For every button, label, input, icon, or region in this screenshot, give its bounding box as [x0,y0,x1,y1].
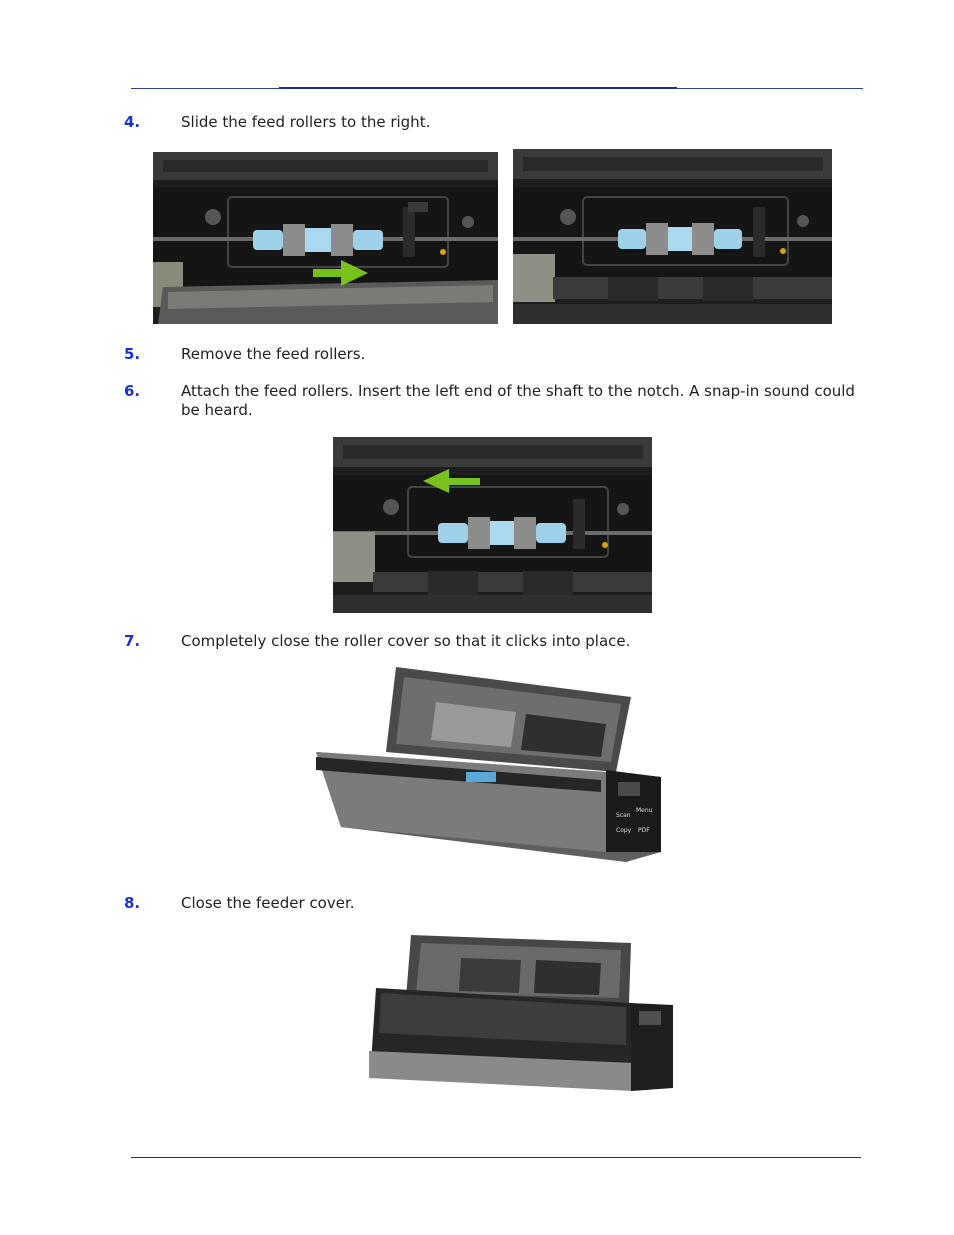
step-text-5: Remove the feed rollers. [181,345,366,363]
panel-button-copy: Copy [616,827,632,834]
step-text-8: Close the feeder cover. [181,894,355,912]
step-number-6: 6. [124,382,141,400]
step-text-6: Attach the feed rollers. Insert the left end of the shaft to the notch. A snap-in sound could be heard. [181,382,855,419]
footer-rule [131,1157,861,1158]
step-number-7: 7. [124,632,141,650]
panel-button-menu: Menu [636,807,653,814]
photo-attach-rollers [333,437,652,613]
photo-close-feeder-cover [361,933,676,1093]
photo-rollers-slide-right-before [153,152,498,324]
panel-button-scan: Scan [616,812,631,819]
header-rule-accent [279,87,677,89]
photo-rollers-slide-right-after [513,149,832,324]
header-rule-right [677,88,863,89]
panel-button-pdf: PDF [638,827,650,834]
step-number-4: 4. [124,113,141,131]
step-text-4: Slide the feed rollers to the right. [181,113,431,131]
step-number-8: 8. [124,894,141,912]
step-text-7: Completely close the roller cover so that it clicks into place. [181,632,631,650]
photo-close-roller-cover [316,662,662,882]
header-rule-left [131,88,279,89]
step-number-5: 5. [124,345,141,363]
